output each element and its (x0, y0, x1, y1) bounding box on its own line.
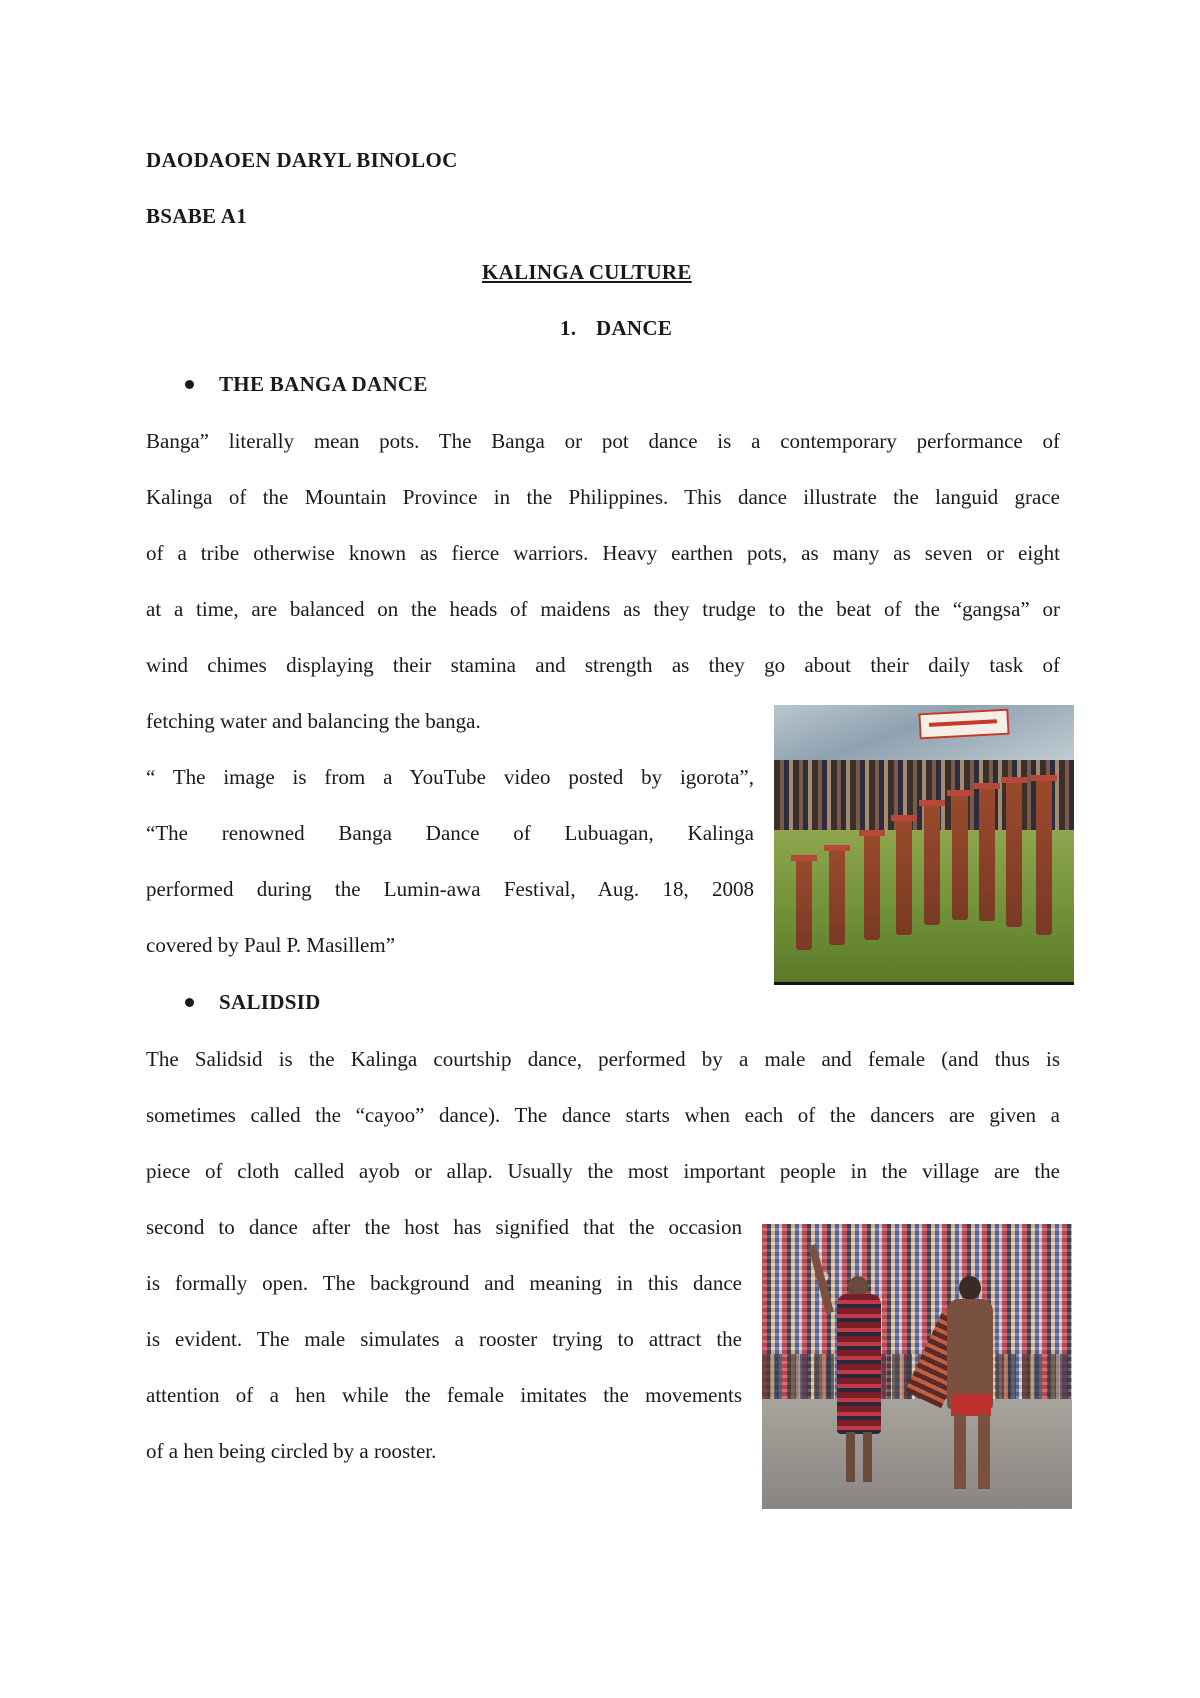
banga-line: wind chimes displaying their stamina and strength as they go about their daily task of (146, 653, 1060, 677)
salidsid-dance-photo (762, 1224, 1072, 1509)
banga-caption-line: “The renowned Banga Dance of Lubuagan, Kalinga (146, 821, 754, 845)
banga-line: of a tribe otherwise known as fierce warriors. Heavy earthen pots, as many as seven or eight (146, 541, 1060, 565)
course-code: BSABE A1 (146, 204, 248, 228)
banga-dance-photo (774, 705, 1074, 985)
salidsid-line: second to dance after the host has signified that the occasion (146, 1215, 742, 1239)
bullet-icon (185, 998, 194, 1007)
banga-line: Kalinga of the Mountain Province in the Philippines. This dance illustrate the languid grace (146, 485, 1060, 509)
banga-caption-line: performed during the Lumin-awa Festival, Aug. 18, 2008 (146, 877, 754, 901)
salidsid-line: sometimes called the “cayoo” dance). The dance starts when each of the dancers are given a (146, 1103, 1060, 1127)
banga-heading: THE BANGA DANCE (219, 372, 428, 396)
banga-caption-line: “ The image is from a YouTube video posted by igorota”, (146, 765, 754, 789)
banga-line: fetching water and balancing the banga. (146, 709, 481, 733)
salidsid-line: piece of cloth called ayob or allap. Usually the most important people in the village are the (146, 1159, 1060, 1183)
banga-line: at a time, are balanced on the heads of maidens as they trudge to the beat of the “gangsa” or (146, 597, 1060, 621)
salidsid-line: of a hen being circled by a rooster. (146, 1439, 437, 1463)
salidsid-heading: SALIDSID (219, 990, 321, 1014)
document-title: KALINGA CULTURE (482, 260, 692, 284)
section-heading: DANCE (596, 316, 673, 340)
salidsid-line: is evident. The male simulates a rooster trying to attract the (146, 1327, 742, 1351)
salidsid-line: attention of a hen while the female imitates the movements (146, 1383, 742, 1407)
salidsid-line: is formally open. The background and meaning in this dance (146, 1271, 742, 1295)
banga-caption-line: covered by Paul P. Masillem” (146, 933, 396, 957)
bullet-icon (185, 380, 194, 389)
salidsid-line: The Salidsid is the Kalinga courtship dance, performed by a male and female (and thus is (146, 1047, 1060, 1071)
section-number: 1. (560, 316, 577, 340)
banga-line: Banga” literally mean pots. The Banga or pot dance is a contemporary performance of (146, 429, 1060, 453)
author-name: DAODAOEN DARYL BINOLOC (146, 148, 458, 172)
